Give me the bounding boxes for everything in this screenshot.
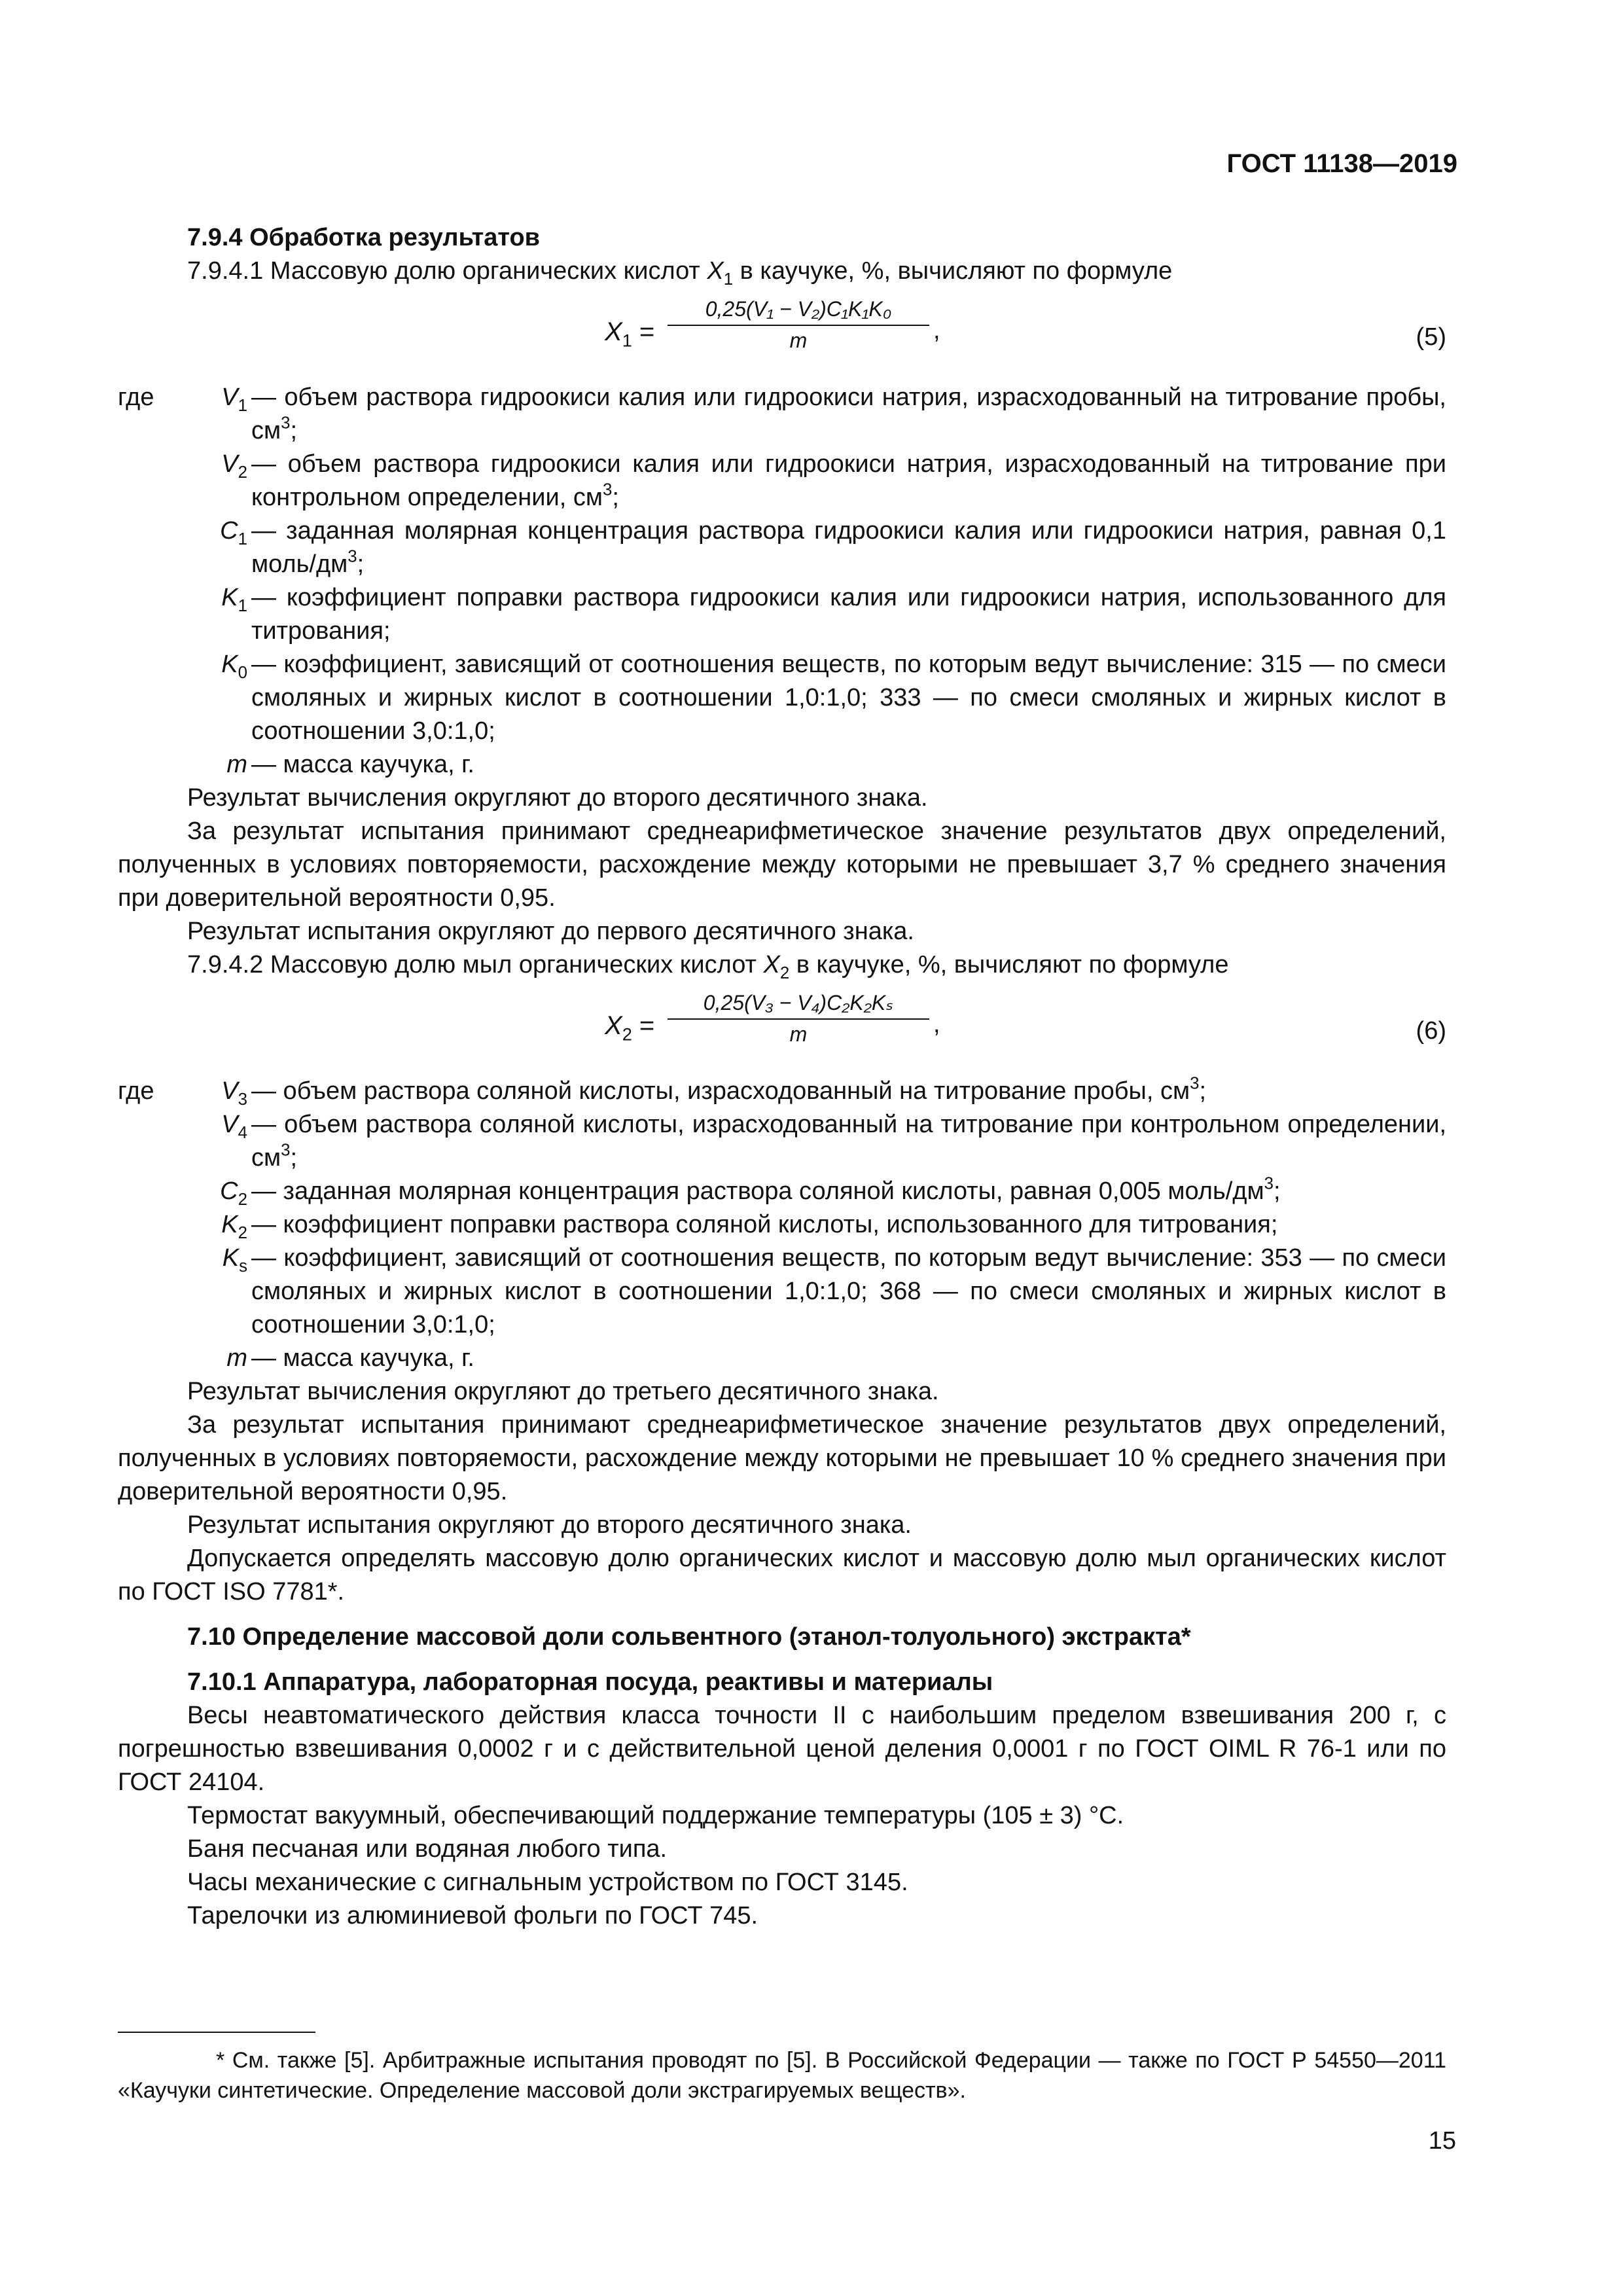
- equipment-item: Весы неавтоматического действия класса точности II с наибольшим пределом взвешивания 200 г, с погрешностью взвешивания 0,0002 г и с действительной ценой деления 0,0001 г по ГОСТ OIML R 76-1 или по ГОСТ 24104.: [118, 1702, 1446, 1796]
- definition-symbol: [171, 1108, 251, 1175]
- definition-symbol: [171, 648, 251, 748]
- text: в каучуке, %, вычисляют по формуле: [733, 257, 1173, 285]
- fraction: [668, 295, 929, 353]
- definition-text: [251, 1108, 1446, 1175]
- definitions-list-1: [118, 381, 1446, 781]
- text: 7.9.4.2 Массовую долю мыл органических кислот: [187, 951, 764, 978]
- fraction: [668, 988, 929, 1047]
- definition-text: [251, 1342, 1446, 1375]
- definition-body: — масса каучука, г.: [251, 751, 474, 778]
- equipment-item: Тарелочки из алюминиевой фольги по ГОСТ 745.: [187, 1902, 758, 1929]
- definition-text: [251, 1208, 1446, 1242]
- equipment-item: Баня песчаная или водяная любого типа.: [187, 1835, 668, 1863]
- definition-symbol: [171, 1075, 251, 1108]
- numerator: 0,25(V₃ − V₄)C₂K₂Kₛ: [703, 991, 894, 1014]
- symbol-letter: m: [226, 1344, 247, 1372]
- variable: X: [763, 951, 780, 978]
- result-rounding-1: Результат вычисления округляют до второго десятичного знака.: [187, 784, 928, 812]
- unit-superscript: 3: [602, 480, 613, 499]
- definition-body: — масса каучука, г.: [251, 1344, 474, 1372]
- symbol-subscript: 1: [238, 397, 247, 416]
- fraction-bar: [668, 1018, 929, 1020]
- unit-superscript: 3: [348, 547, 357, 566]
- definition-text: [251, 514, 1446, 581]
- result-rounding-2: Результат испытания округляют до первого десятичного знака.: [187, 918, 914, 945]
- symbol-letter: C: [220, 1177, 238, 1205]
- footnote: [118, 2045, 1446, 2106]
- unit-superscript: 3: [281, 414, 291, 433]
- definition-body: — заданная молярная концентрация раствора гидроокиси калия или гидроокиси натрия, равная 0,1 моль/дм: [251, 517, 1446, 578]
- definition-body: — коэффициент поправки раствора соляной кислоты, использованного для титрования;: [251, 1211, 1278, 1238]
- symbol-subscript: s: [239, 1257, 247, 1276]
- where-word: где: [118, 1077, 154, 1105]
- definition-text: [251, 448, 1446, 514]
- definition-symbol: [171, 514, 251, 581]
- definition-tail: ;: [290, 1144, 298, 1172]
- formula-lhs: [605, 315, 654, 349]
- definition-text: [251, 1175, 1446, 1208]
- denominator: m: [789, 1022, 808, 1046]
- definition-symbol: [171, 1242, 251, 1342]
- permission-note: Допускается определять массовую долю органических кислот и массовую долю мыл органических кислот по ГОСТ ISO 7781*.: [118, 1545, 1446, 1605]
- unit-superscript: 3: [1190, 1074, 1200, 1093]
- section-title-7-9-4: 7.9.4 Обработка результатов: [187, 224, 541, 251]
- result-rounding-4: Результат испытания округляют до второго десятичного знака.: [187, 1511, 912, 1539]
- formula-number: (6): [1416, 1017, 1446, 1045]
- definition-text: [251, 1075, 1446, 1108]
- footnote-separator: [118, 2032, 315, 2033]
- symbol-letter: V: [221, 450, 238, 478]
- symbol-subscript: 2: [238, 1191, 247, 1210]
- definition-tail: ;: [290, 417, 298, 444]
- text: 7.9.4.1 Массовую долю органических кислот: [187, 257, 707, 285]
- page-number: 15: [1428, 2127, 1456, 2155]
- definition-body: — объем раствора соляной кислоты, израсходованный на титрование пробы, см: [251, 1077, 1190, 1105]
- main-content: [118, 221, 1446, 1933]
- symbol-letter: K: [221, 584, 238, 611]
- definition-body: — заданная молярная концентрация раствора соляной кислоты, равная 0,005 моль/дм: [251, 1177, 1264, 1205]
- subscript: 1: [723, 270, 734, 289]
- unit-superscript: 3: [281, 1141, 291, 1160]
- equipment-item: Часы механические с сигнальным устройством по ГОСТ 3145.: [187, 1869, 908, 1896]
- definition-body: — коэффициент, зависящий от соотношения веществ, по которым ведут вычисление: 315 — по смеси смоляных и жирных кислот в соотношении 1,0:1,0; 333 — по смеси смоляных и жирных кислот в соотношении 3,0:1,0;: [251, 651, 1446, 745]
- definition-symbol: [171, 748, 251, 781]
- definition-symbol: [171, 1342, 251, 1375]
- symbol-letter: K: [221, 1211, 238, 1238]
- symbol-subscript: 2: [238, 463, 247, 482]
- definition-symbol: [171, 1175, 251, 1208]
- symbol-subscript: 4: [238, 1124, 247, 1143]
- subscript: 1: [622, 330, 632, 351]
- definition-body: — коэффициент поправки раствора гидроокиси калия или гидроокиси натрия, использованного для титрования;: [251, 584, 1446, 645]
- definition-symbol: [171, 581, 251, 648]
- equals-sign: =: [632, 1011, 655, 1040]
- result-acceptance-1: За результат испытания принимают среднеарифметическое значение результатов двух определений, полученных в условиях повторяемости, расхождение между которыми не превышает 3,7 % среднего значения при доверительной вероятности 0,95.: [118, 817, 1446, 912]
- fraction-bar: [668, 325, 929, 326]
- footnote-text: * См. также [5]. Арбитражные испытания проводят по [5]. В Российской Федерации — также по ГОСТ Р 54550—2011 «Каучуки синтетические. Определение массовой доли экстрагируемых веществ».: [118, 2048, 1446, 2103]
- subscript: 2: [622, 1024, 632, 1045]
- definition-text: [251, 1242, 1446, 1342]
- symbol-letter: V: [221, 384, 238, 411]
- definition-body: — объем раствора гидроокиси калия или гидроокиси натрия, израсходованный на титрование пробы, см: [251, 384, 1446, 444]
- definition-text: [251, 648, 1446, 748]
- definition-symbol: [171, 1208, 251, 1242]
- definition-body: — объем раствора гидроокиси калия или гидроокиси натрия, израсходованный на титрование при контрольном определении, см: [251, 450, 1446, 511]
- definition-body: — объем раствора соляной кислоты, израсходованный на титрование при контрольном определении, см: [251, 1111, 1446, 1172]
- where-word: где: [118, 384, 154, 411]
- formula-lhs: [605, 1009, 654, 1043]
- definition-text: [251, 748, 1446, 781]
- symbol-letter: C: [220, 517, 238, 545]
- definition-body: — коэффициент, зависящий от соотношения веществ, по которым ведут вычисление: 353 — по смеси смоляных и жирных кислот в соотношении 1,0:1,0; 368 — по смеси смоляных и жирных кислот в соотношении 3,0:1,0;: [251, 1244, 1446, 1338]
- denominator: m: [789, 329, 808, 352]
- symbol-letter: V: [221, 1111, 238, 1138]
- text: в каучуке, %, вычисляют по формуле: [789, 951, 1229, 978]
- subscript: 2: [779, 964, 790, 983]
- symbol-subscript: 1: [238, 530, 247, 549]
- symbol-subscript: 2: [238, 1224, 247, 1243]
- formula-number: (5): [1416, 323, 1446, 351]
- variable: X: [605, 317, 622, 346]
- formula-comma: ,: [933, 1011, 940, 1038]
- variable: X: [707, 257, 724, 285]
- definition-tail: ;: [1199, 1077, 1207, 1105]
- symbol-subscript: 0: [238, 664, 247, 683]
- symbol-letter: m: [226, 751, 247, 778]
- unit-superscript: 3: [1264, 1174, 1274, 1193]
- definition-text: [251, 381, 1446, 448]
- definition-tail: ;: [357, 550, 365, 578]
- equals-sign: =: [632, 317, 655, 346]
- document-header-id: ГОСТ 11138—2019: [1226, 149, 1457, 178]
- symbol-subscript: 3: [238, 1090, 247, 1109]
- definition-tail: ;: [1273, 1177, 1281, 1205]
- definition-symbol: [171, 381, 251, 448]
- result-rounding-3: Результат вычисления округляют до третьего десятичного знака.: [187, 1378, 939, 1405]
- symbol-subscript: 1: [238, 597, 247, 616]
- formula-comma: ,: [933, 317, 940, 344]
- definition-tail: ;: [612, 484, 619, 511]
- formula-5: [118, 295, 1446, 372]
- variable: X: [605, 1011, 622, 1040]
- symbol-letter: K: [222, 1244, 240, 1272]
- definitions-list-2: [118, 1075, 1446, 1375]
- section-title-7-10-1: 7.10.1 Аппаратура, лабораторная посуда, реактивы и материалы: [187, 1668, 993, 1696]
- numerator: 0,25(V₁ − V₂)C₁K₁K₀: [705, 297, 892, 321]
- paragraph-7-9-4-1: [118, 255, 1446, 288]
- definition-symbol: [171, 448, 251, 514]
- symbol-letter: K: [221, 651, 238, 678]
- section-title-7-10: 7.10 Определение массовой доли сольвентного (этанол-толуольного) экстракта*: [187, 1623, 1191, 1651]
- equipment-list: [118, 1699, 1446, 1933]
- symbol-letter: V: [221, 1077, 238, 1105]
- definition-text: [251, 581, 1446, 648]
- result-acceptance-2: За результат испытания принимают среднеарифметическое значение результатов двух определений, полученных в условиях повторяемости, расхождение между которыми не превышает 10 % среднего значения при доверительной вероятности 0,95.: [118, 1411, 1446, 1505]
- equipment-item: Термостат вакуумный, обеспечивающий поддержание температуры (105 ± 3) °С.: [187, 1802, 1124, 1829]
- formula-6: [118, 988, 1446, 1066]
- paragraph-7-9-4-2: [118, 948, 1446, 982]
